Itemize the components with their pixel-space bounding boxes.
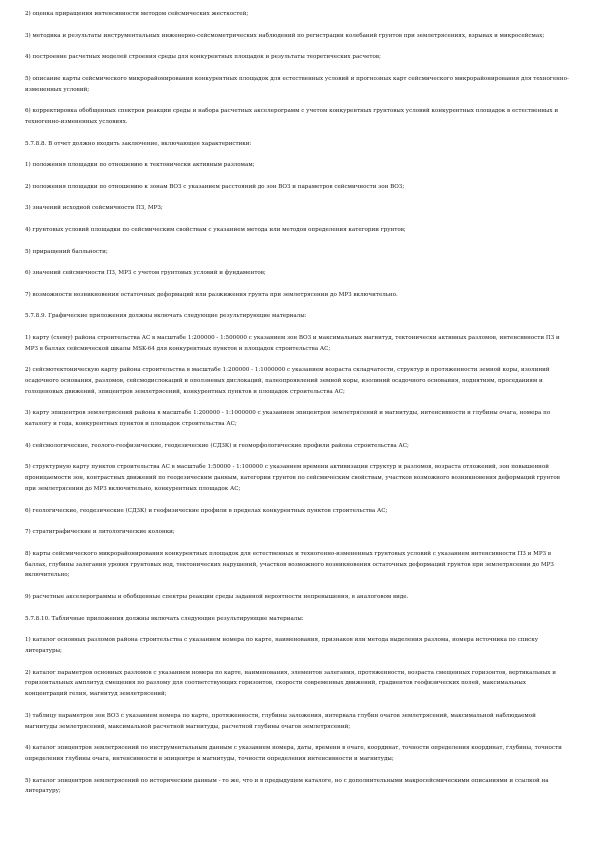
paragraph-item-4: 4) построение расчетных моделей строения среды для конкурентных площадок и результаты теоретических расчетов;: [25, 54, 381, 61]
paragraph-item-5: 5) описание карты сейсмического микрорайонирования конкурентных площадок для естественных условий и прогнозных карт сейсмического микрорайонирования для техногенно-измененных условий;: [25, 75, 569, 93]
table-item-4: 4) каталог эпицентров землетрясений по инструментальным данным с указанием номера, даты, времени в очаге, координат, точности определения координат, глубины, точности определения глубины очага, интенсивности в эпицентре и магнитуды, точности определения интенсивности и магнитуды;: [25, 745, 562, 762]
graphic-item-2: 2) сейсмотектоническую карту района строительства в масштабе 1:200000 - 1:1000000 с указанием возраста складчатости, структур и протяженности земной коры, изолиний осадочного основания, разломов, сейсмодислокаций и оползневых дислокаций, палеопроявлений земной коры, изолиний осадочного основания, поднятиям, проседаниям и голоценовых движений, эпицентров землетрясений, конкурентных пунктов и площадок строительства АС;: [25, 367, 550, 395]
table-item-3: 3) таблицу параметров зон ВОЗ с указанием номера по карте, протяженности, глубины заложения, интервала глубин очагов землетрясений, максимальной наблюдаемой магнитуды землетрясений, максимальной расчетной магнитуды, расчетной глубины очагов землетрясений;: [25, 712, 536, 730]
conclusion-item-4: 4) грунтовых условий площадки по сейсмическим свойствам с указанием метода или методов определения категории грунтов;: [25, 226, 406, 233]
section-heading-5-7-8-8: 5.7.8.8. В отчет должно входить заключение, включающее характеристики:: [25, 140, 252, 147]
section-heading-5-7-8-9: 5.7.8.9. Графические приложения должны включать следующие результирующие материалы:: [25, 313, 307, 320]
graphic-item-4: 4) сейсмологические, геолого-геофизические, геодезические (СДЗК) и геоморфологические профили района строительства АС;: [25, 442, 409, 449]
conclusion-item-3: 3) значений исходной сейсмичности ПЗ, МРЗ;: [25, 205, 163, 212]
graphic-item-6: 6) геологические, геодезические (СДЗК) и геофизические профили в пределах конкурентных пунктов строительства АС;: [25, 507, 388, 514]
section-heading-5-7-8-10: 5.7.8.10. Табличные приложения должны включать следующие результирующие материалы:: [25, 615, 304, 622]
conclusion-item-6: 6) значений сейсмичности ПЗ, МРЗ с учетом грунтовых условий и фундаментов;: [25, 270, 266, 277]
paragraph-item-3: 3) методика и результаты инструментальных инженерно-сейсмометрических наблюдений по регистрации колебаний грунтов при землетрясениях, взрывах и микросейсмах;: [25, 32, 545, 39]
graphic-item-8: 8) карты сейсмического микрорайонирования конкурентных площадок для естественных и техногенно-измененных грунтовых условий с указанием интенсивности ПЗ и МРЗ в баллах, глубины залегания уровня грунтовых вод, тектонических нарушений, участков возможного возникновения остаточных деформаций грунтов при землетрясении до МРЗ включительно;: [25, 550, 554, 579]
graphic-item-1: 1) карту (схему) района строительства АС в масштабе 1:200000 - 1:500000 с указанием зон ВОЗ и максимальных магнитуд, тектонически активных разломов, интенсивности ПЗ и МРЗ в баллах сейсмической шкалы MSK-64 для конкурентных пунктов и площадок строительства АС;: [25, 334, 560, 352]
table-item-1: 1) каталог основных разломов района строительства с указанием номера по карте, наименования, признаков или метода выделения разлома, номера источника по списку литературы;: [25, 637, 539, 655]
conclusion-item-1: 1) положения площадки по отношению к тектонически активным разломам;: [25, 162, 255, 169]
table-item-2: 2) каталог параметров основных разломов с указанием номера по карте, наименования, элементов залегания, протяженности, возраста смещенных горизонтов, вертикальных и горизонтальных амплитуд смещения по разлому для соответствующих горизонтов, скорости современных движений, градиентов геофизических полей, максимальных концентраций гелия, магнитуд землетрясений;: [25, 669, 556, 698]
conclusion-item-2: 2) положения площадки по отношению к зонам ВОЗ с указанием расстояний до зон ВОЗ и параметров сейсмичности зон ВОЗ;: [25, 183, 405, 190]
graphic-item-7: 7) стратиграфические и литологические колонки;: [25, 529, 175, 536]
paragraph-item-2: 2) оценка приращения интенсивности методом сейсмических жесткостей;: [25, 11, 249, 17]
conclusion-item-7: 7) возможности возникновения остаточных деформаций или разжижения грунта при землетрясении до МРЗ включительно.: [25, 291, 398, 298]
conclusion-item-5: 5) приращений балльности;: [25, 248, 108, 255]
graphic-item-9: 9) расчетные акселерограммы и обобщенные спектры реакции среды заданной вероятности непревышения, в аналоговом виде.: [25, 594, 409, 601]
graphic-item-5: 5) структурную карту пунктов строительства АС в масштабе 1:50000 - 1:100000 с указанием времени активизации структур и разломов, возраста отложений, зон повышенной проницаемости зон, контрастных движений по геодезическим данным, категории грунтов по сейсмическим свойствам, участков возможного возникновения деформаций грунтов при землетрясении до МРЗ включительно, конкурентных площадок АС;: [25, 464, 560, 493]
graphic-item-3: 3) карту эпицентров землетрясений района в масштабе 1:200000 - 1:1000000 с указанием эпицентров землетрясений и магнитуды, интенсивности и глубины очага, номера по каталогу и года, конкурентных пунктов и площадок строительства АС;: [25, 410, 551, 428]
table-item-5: 5) каталог эпицентров землетрясений по историческим данным - то же, что и в предыдущем каталоге, но с дополнительными макросейсмическими описаниями и ссылкой на литературу;: [25, 777, 549, 795]
paragraph-item-6: 6) корректировка обобщенных спектров реакции среды и набора расчетных акселерограмм с учетом конкурентных грунтовых условий конкурентных площадок в естественных и техногенно-измененных условиях.: [25, 108, 559, 125]
